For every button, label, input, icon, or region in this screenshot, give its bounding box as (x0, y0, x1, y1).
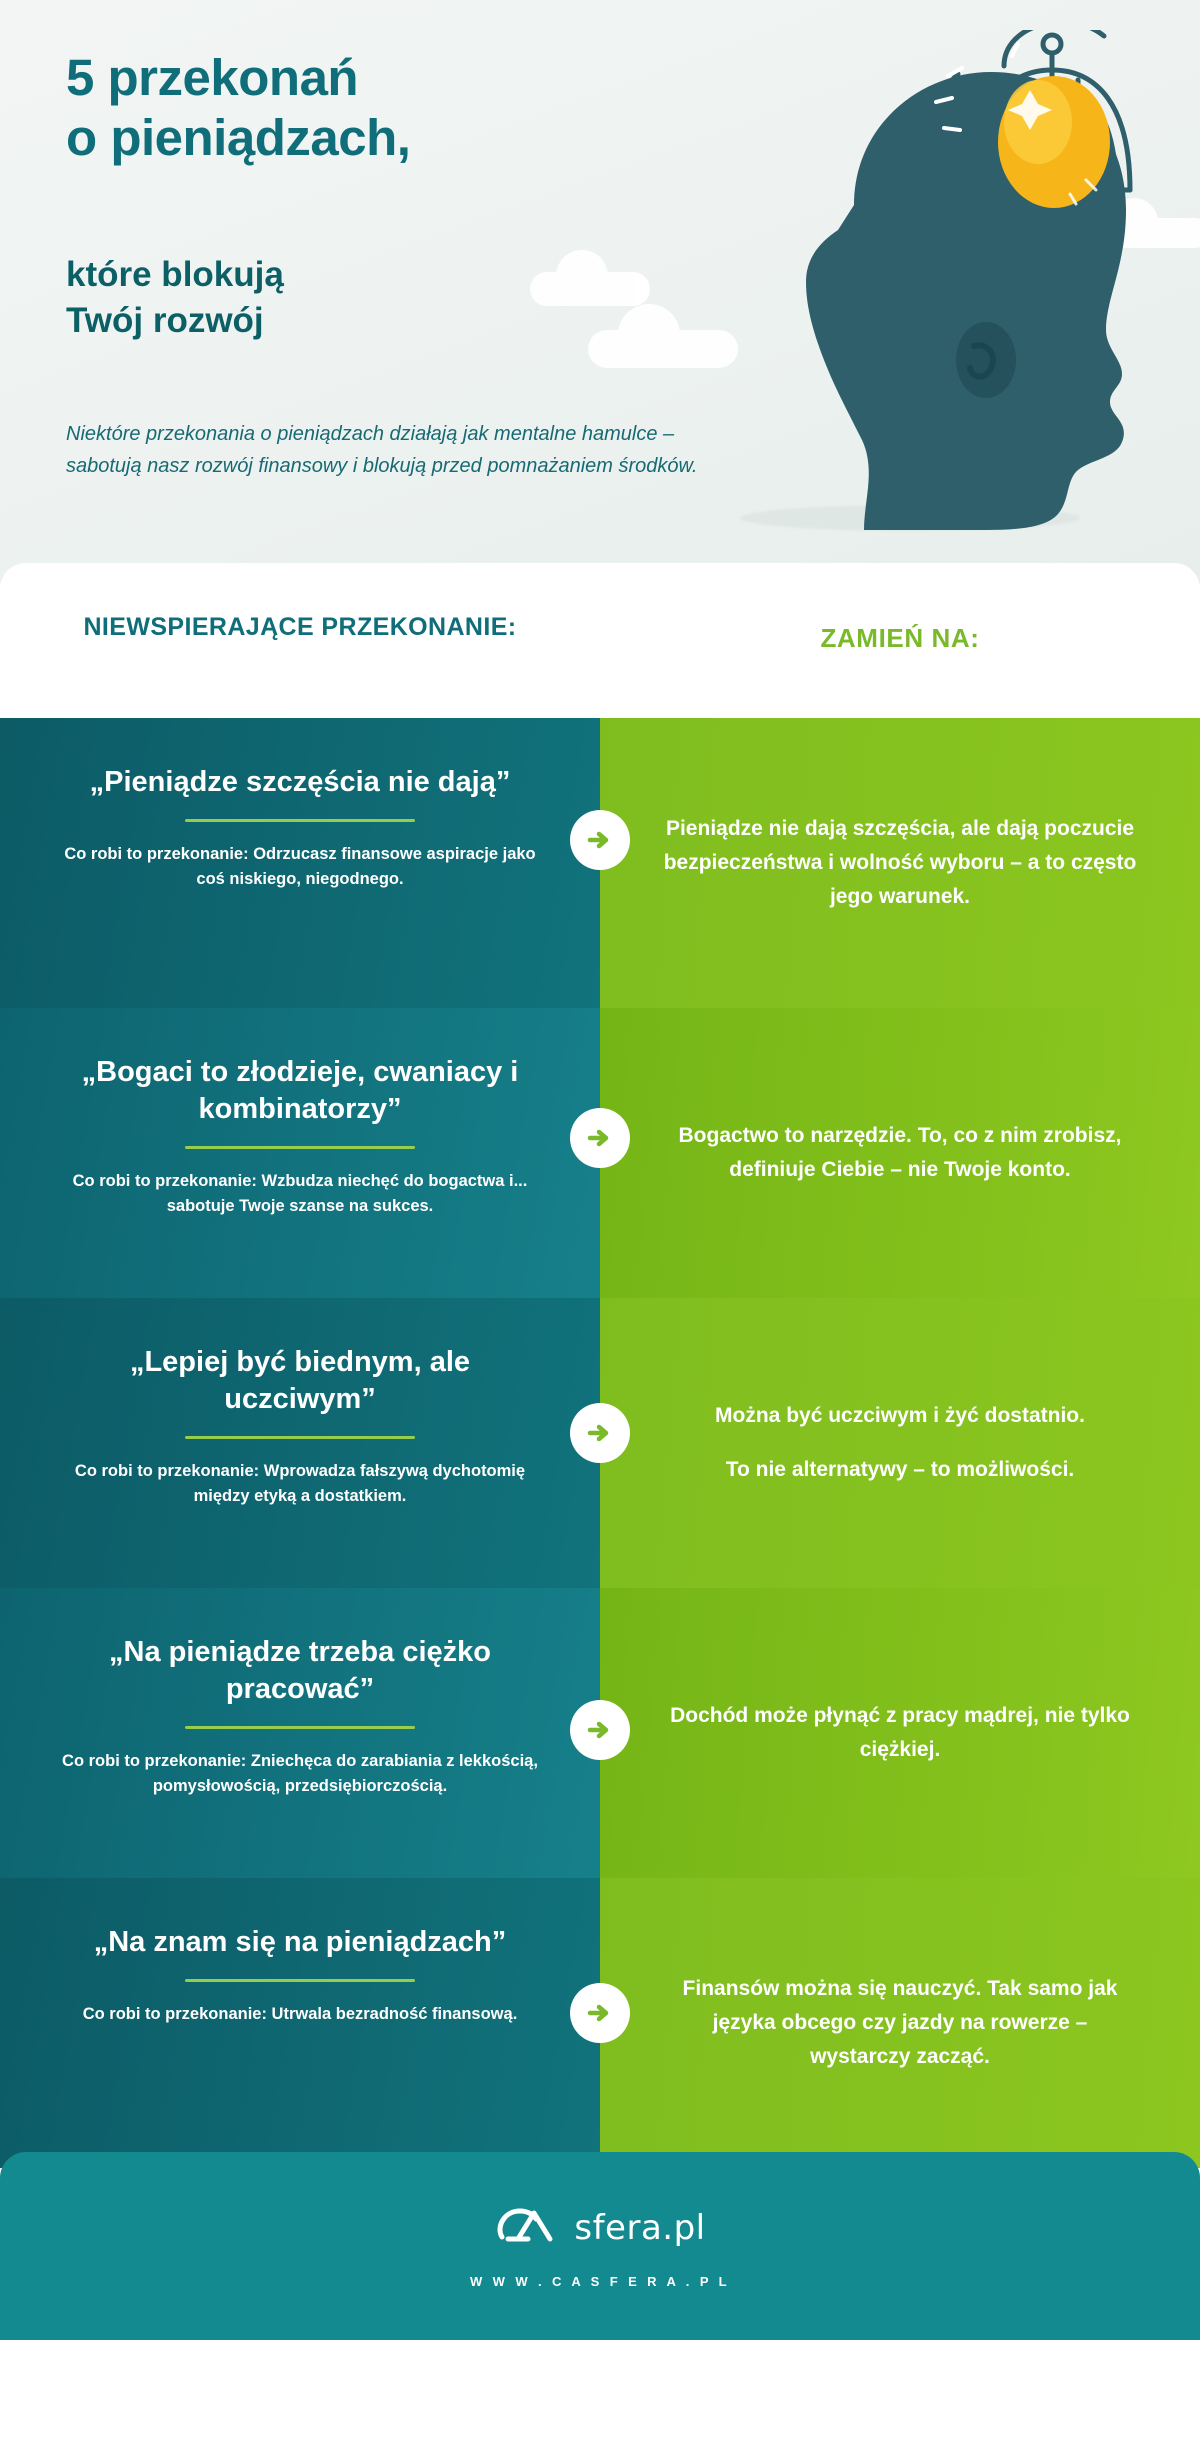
replacement-text-part1: Można być uczciwym i żyć dostatnio. (715, 1403, 1085, 1427)
divider (185, 819, 415, 822)
replacement-cell (600, 718, 1200, 1008)
belief-text: „Na znam się na pieniądzach” (93, 1926, 507, 1958)
replacement-cell (600, 1008, 1200, 1298)
ca-monogram-icon (494, 2203, 560, 2252)
belief-effect-label: Co robi to przekonanie: (64, 845, 249, 864)
belief-text: „Pieniądze szczęścia nie dają” (89, 766, 511, 798)
cloud-icon (530, 272, 650, 306)
arrow-right-icon (570, 1403, 630, 1463)
footer (0, 2152, 1200, 2340)
footer-url[interactable]: W W W . C A S F E R A . P L (469, 2274, 731, 2289)
divider (185, 1726, 415, 1729)
replacement-text (715, 1399, 1085, 1487)
replacement-cell (600, 1878, 1200, 2168)
belief-effect-label: Co robi to przekonanie: (74, 1462, 260, 1481)
comparison-row (0, 718, 1200, 1008)
belief-text: „Bogaci to złodzieje, cwaniacy i kombinatorzy” (81, 1056, 519, 1126)
page-subtitle-line1: które blokują (66, 255, 284, 294)
spacer (715, 1433, 1085, 1453)
replacement-cell (600, 1298, 1200, 1588)
belief-effect-text: Zniechęca do zarabiania z lekkością, pomysłowością, przedsiębiorczością. (152, 1752, 538, 1795)
belief-effect (56, 842, 544, 892)
brand-name: sfera.pl (574, 2207, 706, 2248)
arrow-right-icon (570, 810, 630, 870)
belief-effect-text: Wzbudza niechęć do bogactwa i... sabotuje Twoje szanse na sukces. (166, 1172, 528, 1215)
page-title-line2: o pieniądzach, (66, 109, 411, 167)
belief-text: „Na pieniądze trzeba ciężko pracować” (109, 1636, 491, 1706)
lead-paragraph: Niektóre przekonania o pieniądzach działają jak mentalne hamulce – sabotują nasz rozwój finansowy i blokują przed pomnażaniem środków. (66, 423, 698, 478)
replacement-text: Dochód może płynąć z pracy mądrej, nie tylko ciężkiej. (670, 1703, 1130, 1761)
belief-cell (0, 718, 600, 1008)
belief-effect-label: Co robi to przekonanie: (62, 1752, 247, 1771)
belief-cell (0, 1878, 600, 2168)
page-title (66, 48, 410, 168)
belief-effect (56, 1459, 544, 1509)
replacement-text-part2: To nie alternatywy – to możliwości. (725, 1458, 1075, 1481)
hero-section (0, 0, 1200, 585)
page-subtitle (66, 252, 284, 344)
belief-effect-text: Wprowadza fałszywą dychotomię między etyką a dostatkiem. (193, 1462, 526, 1505)
belief-cell (0, 1588, 600, 1878)
column-header-left: NIEWSPIERAJĄCE PRZEKONANIE: (83, 613, 517, 641)
replacement-text: Finansów można się nauczyć. Tak samo jak języka obcego czy jazdy na rowerze – wystarczy zacząć. (682, 1976, 1118, 2068)
divider (185, 1436, 415, 1439)
belief-effect (56, 2002, 544, 2027)
replacement-cell (600, 1588, 1200, 1878)
belief-effect (56, 1749, 544, 1799)
page-title-line1: 5 przekonań (66, 49, 359, 106)
belief-cell (0, 1298, 600, 1588)
belief-text: „Lepiej być biednym, ale uczciwym” (129, 1346, 471, 1416)
replacement-text: Pieniądze nie dają szczęścia, ale dają poczucie bezpieczeństwa i wolność wyboru – a to często jego warunek. (663, 816, 1137, 908)
divider (185, 1146, 415, 1149)
belief-effect-label: Co robi to przekonanie: (82, 2005, 267, 2024)
comparison-row (0, 1588, 1200, 1878)
column-headers (0, 563, 1200, 718)
comparison-row (0, 1878, 1200, 2168)
page-subtitle-line2: Twój rozwój (66, 301, 264, 341)
arrow-right-icon (570, 1700, 630, 1760)
brand-logo[interactable] (494, 2203, 705, 2252)
belief-effect (56, 1169, 544, 1219)
comparison-row (0, 1008, 1200, 1298)
divider (185, 1979, 415, 1982)
comparison-row (0, 1298, 1200, 1588)
belief-effect-text: Utrwala bezradność finansową. (266, 2005, 518, 2024)
replacement-text: Bogactwo to narzędzie. To, co z nim zrobisz, definiuje Ciebie – nie Twoje konto. (678, 1123, 1122, 1181)
head-with-birdcage-and-golden-coin (686, 30, 1156, 550)
column-header-right: ZAMIEŃ NA: (820, 623, 980, 653)
arrow-right-icon (570, 1108, 630, 1168)
belief-effect-label: Co robi to przekonanie: (72, 1172, 257, 1191)
belief-cell (0, 1008, 600, 1298)
arrow-right-icon (570, 1983, 630, 2043)
belief-effect-text: Odrzucasz finansowe aspiracje jako coś niskiego, niegodnego. (196, 845, 536, 888)
